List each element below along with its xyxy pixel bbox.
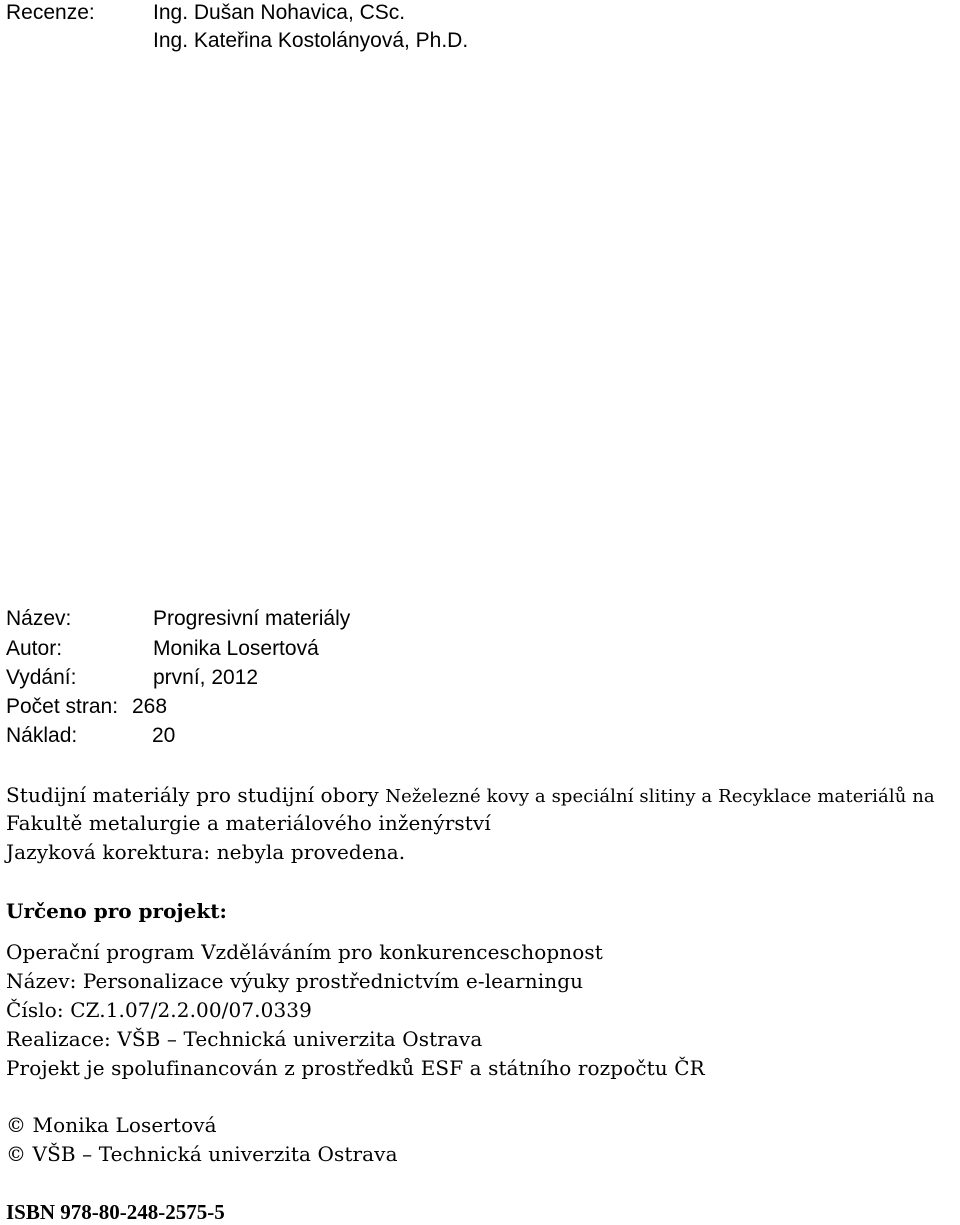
info-value: 20 [152, 724, 176, 747]
copyright-line: © VŠB – Technická univerzita Ostrava [6, 1142, 398, 1166]
project-heading: Určeno pro projekt: [6, 899, 227, 923]
info-label: Autor: [6, 637, 63, 660]
project-line: Číslo: CZ.1.07/2.2.00/07.0339 [6, 998, 312, 1022]
info-row-author [6, 636, 319, 662]
info-label: Vydání: [6, 666, 77, 689]
info-value: Monika Losertová [153, 637, 319, 660]
description-study-fields: Neželezné kovy a speciální slitiny a Recyklace materiálů na [385, 786, 935, 807]
info-label: Název: [6, 607, 72, 630]
info-value: 268 [132, 695, 168, 718]
info-label: Počet stran: [6, 695, 119, 718]
info-row-title [6, 606, 351, 632]
reviewer-name: Ing. Kateřina Kostolányová, Ph.D. [153, 29, 469, 52]
project-line: Projekt je spolufinancován z prostředků ESF a státního rozpočtu ČR [6, 1056, 705, 1080]
reviewers-label: Recenze: [6, 1, 95, 24]
isbn: ISBN 978-80-248-2575-5 [6, 1200, 225, 1224]
info-row-edition [6, 665, 259, 691]
project-line: Operační program Vzděláváním pro konkurenceschopnost [6, 940, 603, 964]
reviewer-row-1 [6, 0, 406, 26]
info-label: Náklad: [6, 724, 78, 747]
info-value: první, 2012 [153, 666, 259, 689]
reviewer-name: Ing. Dušan Nohavica, CSc. [153, 1, 406, 24]
description-prefix: Studijní materiály pro studijní obory [6, 783, 386, 807]
reviewer-row-2 [6, 28, 469, 54]
info-row-copies [6, 723, 176, 749]
description-line-2: Fakultě metalurgie a materiálového inženýrství [6, 811, 491, 835]
description-line-3: Jazyková korektura: nebyla provedena. [6, 840, 406, 864]
info-value: Progresivní materiály [153, 607, 351, 630]
description-line-1 [6, 782, 935, 810]
copyright-line: © Monika Losertová [6, 1113, 217, 1137]
info-row-pages [6, 694, 168, 720]
project-line: Realizace: VŠB – Technická univerzita Ostrava [6, 1027, 483, 1051]
project-line: Název: Personalizace výuky prostřednictvím e-learningu [6, 969, 584, 993]
